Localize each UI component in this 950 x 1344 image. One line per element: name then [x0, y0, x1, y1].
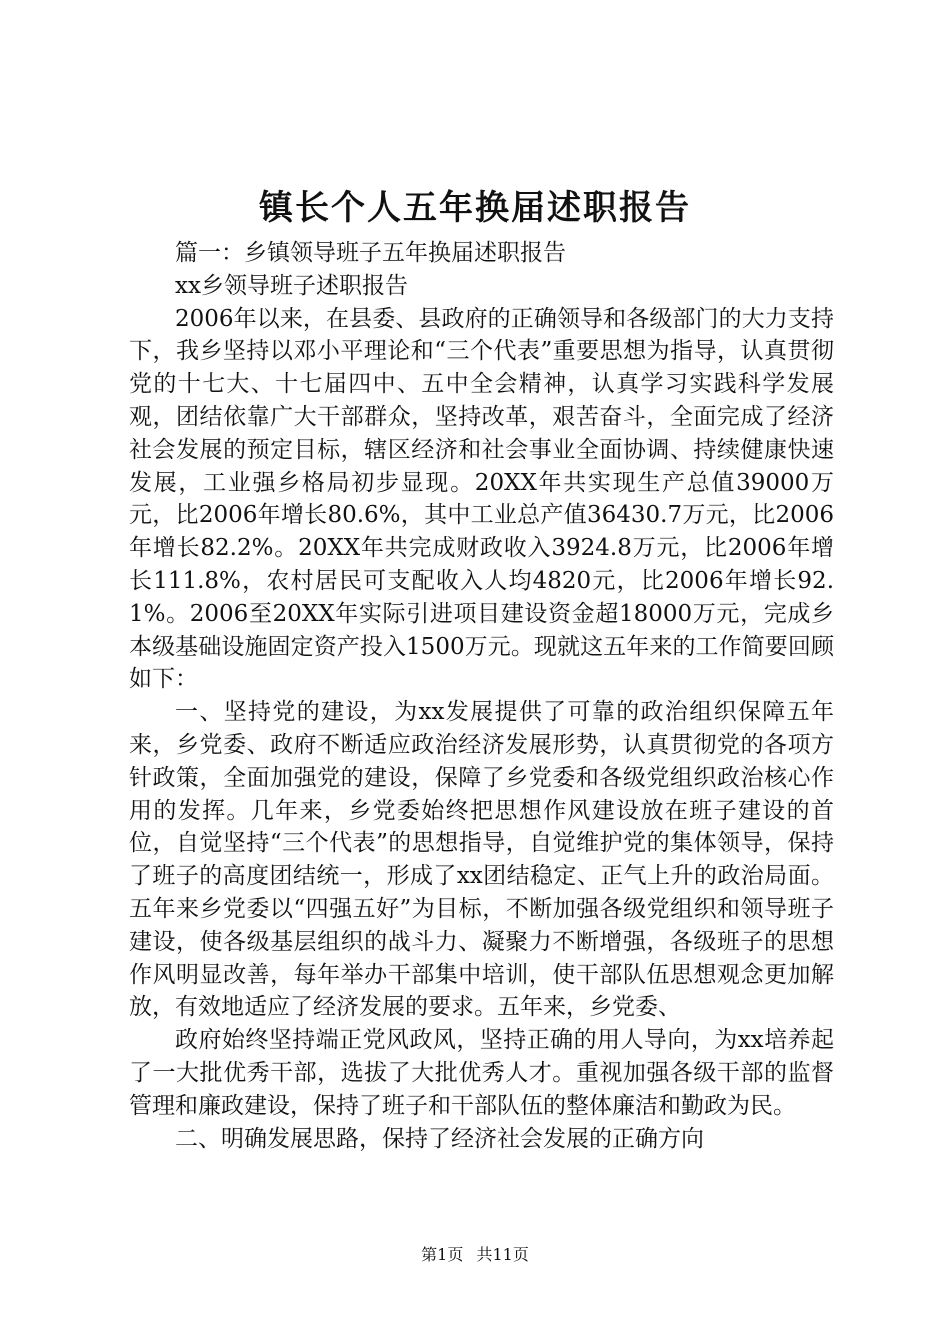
body-paragraph: 一、坚持党的建设，为xx发展提供了可靠的政治组织保障五年来，乡党委、政府不断适应政治经济发展形势，认真贯彻党的各项方针政策，全面加强党的建设，保障了乡党委和各级党组织政治核心作用的发挥。几年来，乡党委始终把思想作风建设放在班子建设的首位，自觉坚持“三个代表”的思想指导，自觉维护党的集体领导，保持了班子的高度团结统一，形成了xx团结稳定、正气上升的政治局面。五年来乡党委以“四强五好”为目标，不断加强各级党组织和领导班子建设，使各级基层组织的战斗力、凝聚力不断增强，各级班子的思想作风明显改善，每年举办干部集中培训，使干部队伍思想观念更加解放，有效地适应了经济发展的要求。五年来，乡党委、: [129, 699, 834, 1021]
section-heading: 二、明确发展思路，保持了经济社会发展的正确方向: [175, 1125, 704, 1152]
body-paragraph: 政府始终坚持端正党风政风，坚持正确的用人导向，为xx培养起了一大批优秀干部，选拔了大批优秀人才。重视加强各级干部的监督管理和廉政建设，保持了班子和干部队伍的整体廉洁和勤政为民。: [129, 1027, 834, 1119]
document-title: 镇长个人五年换届述职报告: [259, 188, 691, 228]
page-number: 第1页: [421, 1245, 464, 1264]
page-total: 共11页: [476, 1245, 529, 1264]
section-heading: 篇一：乡镇领导班子五年换届述职报告: [175, 240, 566, 266]
document-body: [129, 237, 834, 1155]
page-footer: [0, 1243, 950, 1267]
report-subtitle: xx乡领导班子述职报告: [175, 272, 408, 299]
body-paragraph: 2006年以来，在县委、县政府的正确领导和各级部门的大力支持下，我乡坚持以邓小平理论和“三个代表”重要思想为指导，认真贯彻党的十七大、十七届四中、五中全会精神，认真学习实践科学发展观，团结依靠广大干部群众，坚持改革，艰苦奋斗，全面完成了经济社会发展的预定目标，辖区经济和社会事业全面协调、持续健康快速发展，工业强乡格局初步显现。20XX年共实现生产总值39000万元，比2006年增长80.6%，其中工业总产值36430.7万元，比2006年增长82.2%。20XX年共完成财政收入3924.8万元，比2006年增长111.8%，农村居民可支配收入人均4820元，比2006年增长92.1%。2006至20XX年实际引进项目建设资金超18000万元，完成乡本级基础设施固定资产投入1500万元。现就这五年来的工作简要回顾如下：: [129, 305, 834, 693]
